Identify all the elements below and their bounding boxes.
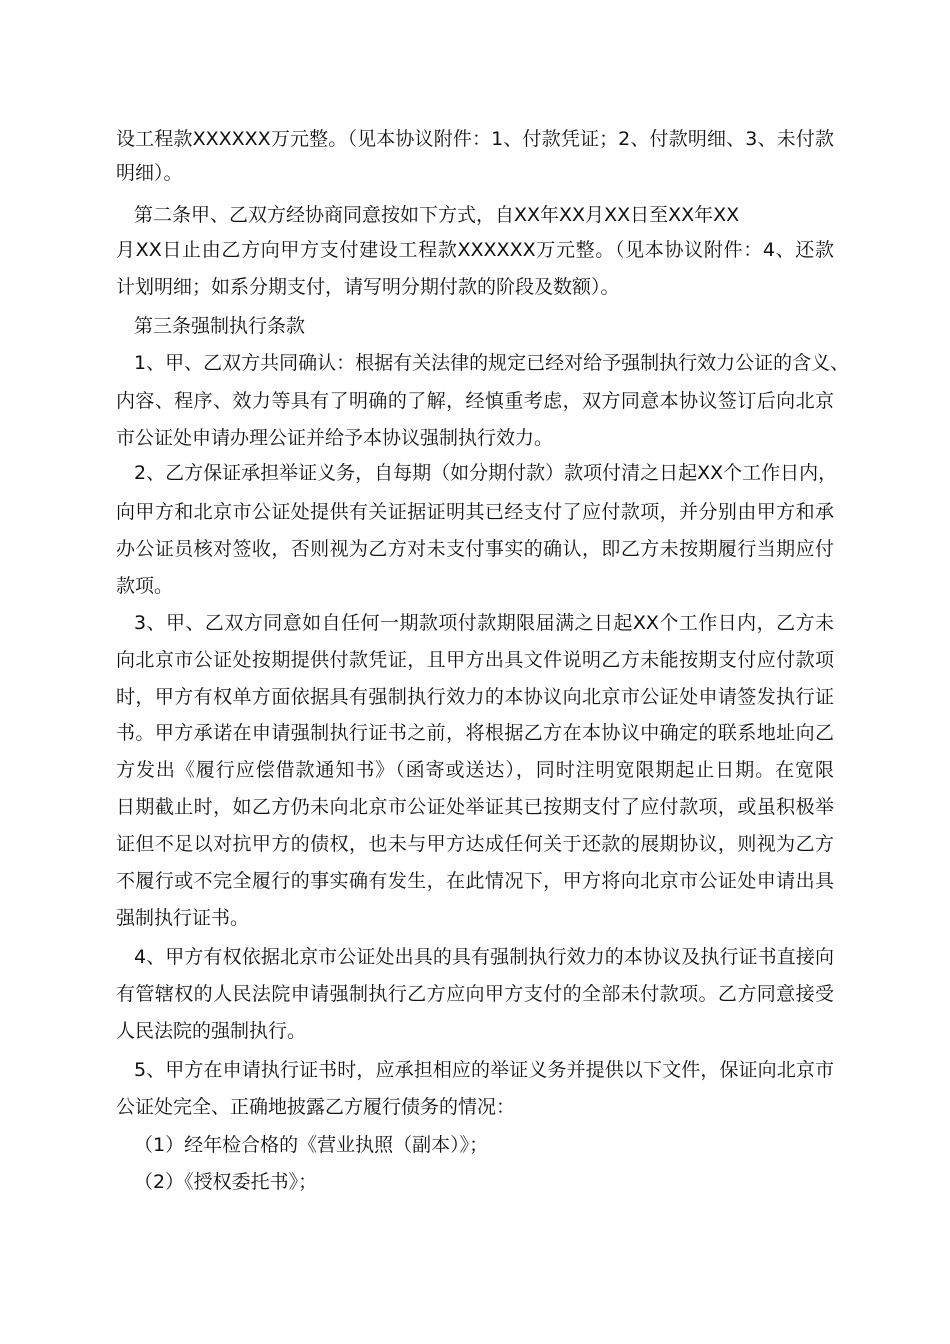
text-line: 2、乙方保证承担举证义务，自每期（如分期付款）款项付清之日起XX个工作日内， bbox=[134, 462, 838, 484]
text-line: 向北京市公证处按期提供付款凭证，且甲方出具文件说明乙方未能按期支付应付款项 bbox=[116, 649, 834, 671]
text-line: 向甲方和北京市公证处提供有关证据证明其已经支付了应付款项，并分别由甲方和承 bbox=[116, 501, 834, 523]
text-line: 明细）。 bbox=[116, 162, 183, 184]
text-line: 1、甲、乙双方共同确认：根据有关法律的规定已经对给予强制执行效力公证的含义、 bbox=[134, 352, 850, 374]
text-line: 有管辖权的人民法院申请强制执行乙方应向甲方支付的全部未付款项。乙方同意接受 bbox=[116, 983, 834, 1005]
text-line: 4、甲方有权依据北京市公证处出具的具有强制执行效力的本协议及执行证书直接向 bbox=[134, 946, 834, 968]
text-line: 市公证处申请办理公证并给予本协议强制执行效力。 bbox=[116, 427, 554, 449]
list-item: （2）《授权委托书》； bbox=[134, 1171, 318, 1193]
text-line: 证但不足以对抗甲方的债权，也未与甲方达成任何关于还款的展期协议，则视为乙方 bbox=[116, 833, 834, 855]
text-line: 日期截止时，如乙方仍未向北京市公证处举证其已按期支付了应付款项，或虽积极举 bbox=[116, 796, 834, 818]
text-line: 5、甲方在申请执行证书时，应承担相应的举证义务并提供以下文件，保证向北京市 bbox=[134, 1059, 834, 1081]
text-line: 款项。 bbox=[116, 575, 174, 597]
text-line: 设工程款XXXXXX万元整。（见本协议附件：1、付款凭证；2、付款明细、3、未付款 bbox=[116, 128, 834, 150]
list-item: （1）经年检合格的《营业执照（副本）》； bbox=[134, 1134, 489, 1156]
text-line: 公证处完全、正确地披露乙方履行债务的情况： bbox=[116, 1096, 516, 1118]
section-heading: 第三条强制执行条款 bbox=[134, 315, 306, 337]
text-line: 3、甲、乙双方同意如自任何一期款项付款期限届满之日起XX个工作日内，乙方未 bbox=[134, 612, 834, 634]
text-line: 强制执行证书。 bbox=[116, 907, 250, 929]
text-line: 人民法院的强制执行。 bbox=[116, 1020, 307, 1042]
text-line: 计划明细；如系分期支付，请写明分期付款的阶段及数额）。 bbox=[116, 276, 620, 298]
text-line: 内容、程序、效力等具有了明确的了解，经慎重考虑，双方同意本协议签订后向北京 bbox=[116, 390, 834, 412]
text-line: 时，甲方有权单方面依据具有强制执行效力的本协议向北京市公证处申请签发执行证 bbox=[116, 686, 834, 708]
text-line: 第二条甲、乙双方经协商同意按如下方式，自XX年XX月XX日至XX年XX bbox=[134, 204, 740, 226]
text-line: 不履行或不完全履行的事实确有发生，在此情况下，甲方将向北京市公证处申请出具 bbox=[116, 870, 834, 892]
text-line: 方发出《履行应偿借款通知书》（函寄或送达），同时注明宽限期起止日期。在宽限 bbox=[116, 759, 834, 781]
text-line: 书。甲方承诺在申请强制执行证书之前，将根据乙方在本协议中确定的联系地址向乙 bbox=[116, 722, 834, 744]
text-line: 办公证员核对签收，否则视为乙方对未支付事实的确认，即乙方未按期履行当期应付 bbox=[116, 538, 834, 560]
text-line: 月XX日止由乙方向甲方支付建设工程款XXXXXX万元整。（见本协议附件：4、还款 bbox=[116, 239, 834, 261]
